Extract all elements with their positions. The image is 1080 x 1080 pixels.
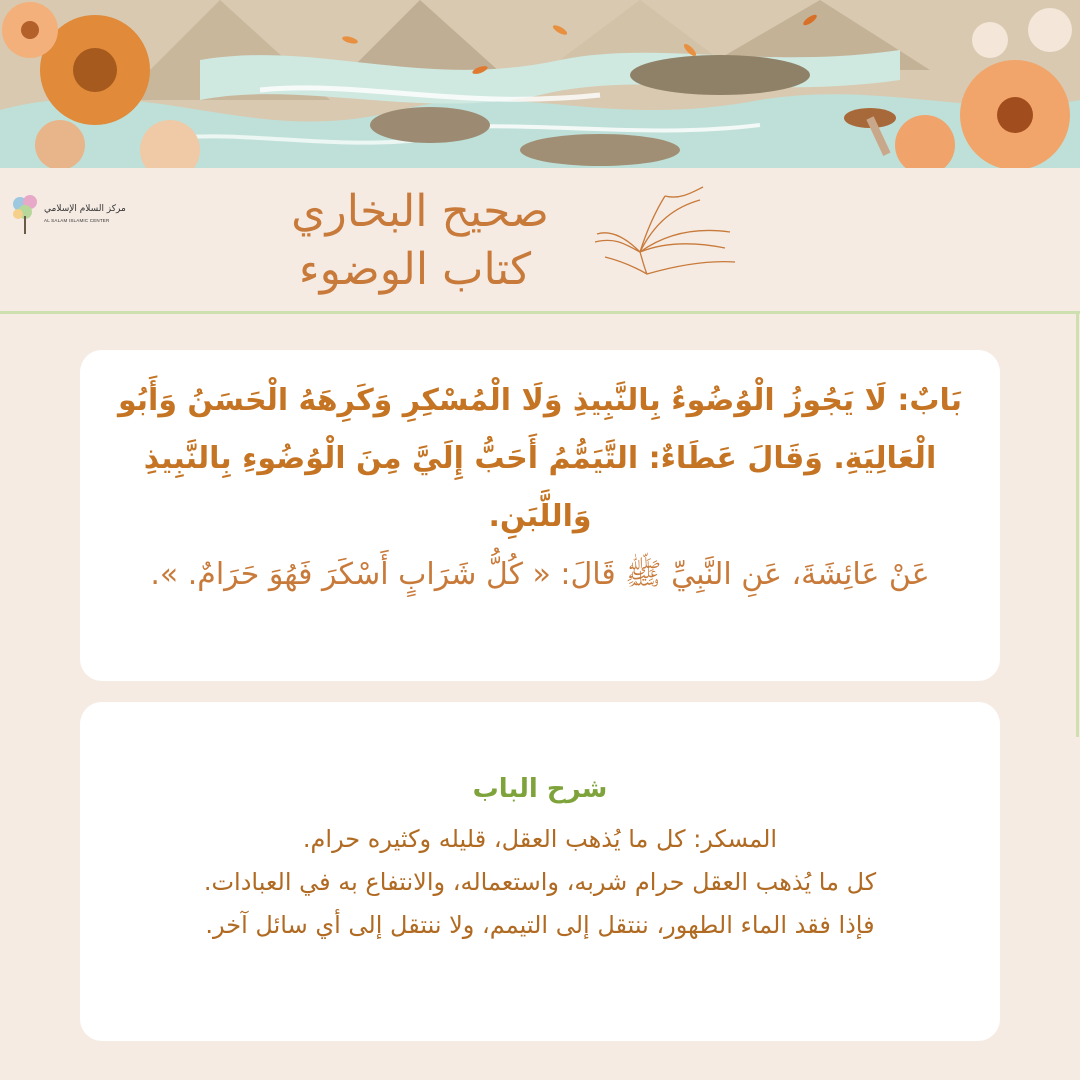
book-chapter: كتاب الوضوء bbox=[298, 244, 532, 295]
header-divider bbox=[0, 311, 1080, 314]
logo-tree-icon bbox=[10, 190, 40, 238]
explanation-line: المسكر: كل ما يُذهب العقل، قليله وكثيره حرام. bbox=[302, 825, 778, 853]
hadith-text: عَنْ عَائِشَةَ، عَنِ النَّبِيِّ ﷺ قَالَ: « كُلُّ شَرَابٍ أَسْكَرَ فَهُوَ حَرَامٌ. ». bbox=[150, 557, 930, 592]
explanation-line: كل ما يُذهب العقل حرام شربه، واستعماله، والانتفاع به في العبادات. bbox=[203, 868, 877, 896]
explanation-lines bbox=[90, 818, 990, 947]
open-book-icon bbox=[585, 182, 740, 282]
banner-illustration bbox=[0, 0, 1080, 168]
explanation-line: فإذا فقد الماء الطهور، ننتقل إلى التيمم، ولا ننتقل إلى أي سائل آخر. bbox=[205, 911, 875, 939]
side-divider bbox=[1076, 312, 1079, 737]
explanation-title: شرح الباب bbox=[472, 774, 608, 804]
chapter-heading: بَابٌ: لَا يَجُوزُ الْوُضُوءُ بِالنَّبِيذِ وَلَا الْمُسْكِرِ وَكَرِهَهُ الْحَسَنُ وَأَبُو الْعَالِيَةِ. وَقَالَ عَطَاءٌ: التَّيَمُّمُ أَحَبُّ إِلَيَّ مِنَ الْوُضُوءِ بِالنَّبِيذِ وَاللَّبَنِ. bbox=[117, 383, 963, 534]
logo bbox=[10, 190, 126, 240]
logo-name-english: AL SALAM ISLAMIC CENTER bbox=[44, 218, 110, 223]
logo-name-arabic: مركز السلام الإسلامي bbox=[44, 204, 126, 214]
hadith-card bbox=[80, 350, 1000, 681]
book-title: صحيح البخاري bbox=[291, 186, 549, 237]
explanation-card bbox=[80, 702, 1000, 1041]
